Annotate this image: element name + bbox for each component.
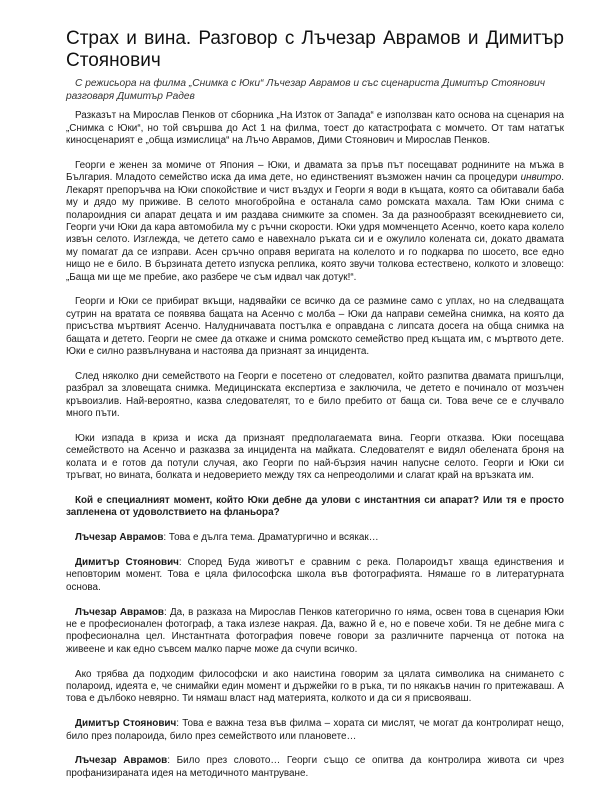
speaker-name: Димитър Стоянович — [75, 718, 177, 730]
answer-text: : Това е важна теза във филма – хората си мислят, че могат да контролират нещо, било през поларoида, било през семейството или плановете… — [66, 718, 564, 742]
paragraph-2 — [66, 160, 564, 284]
article-title: Страх и вина. Разговор с Лъчезар Аврамов и Димитър Стоянович — [66, 28, 564, 71]
speaker-name: Димитър Стоянович — [75, 556, 179, 568]
answer-5 — [66, 718, 564, 743]
speaker-name: Лъчезар Аврамов — [75, 755, 168, 767]
paragraph-5: Юки изпада в криза и иска да признаят предполагаемата вина. Георги отказва. Юки посещава семейството на Асенчо и разказва за инцидента на майката. Следователят е видял обелената броня на колата и е готов да потули случая, ако Георги по най-бързия начин напусне селото. Георги и Юки си тръгват, но вината, болката и недоверието между тях са непреодолими и слагат край на връзката им. — [66, 432, 564, 482]
paragraph-4: След няколко дни семейството на Георги е посетено от следовател, който разпитва двамата пришълци, разбрал за зловещата снимка. Медицинската експертиза е заключила, че детето е починало от мозъчен кръвоизлив. Най-вероятно, казва следователят, то е било пребито от баща си. Това вече се е случвало много пъти. — [66, 370, 564, 420]
answer-6 — [66, 755, 564, 780]
speaker-name: Лъчезар Аврамов — [75, 606, 164, 618]
answer-text: : Това е дълга тема. Драматургично и всякак… — [163, 532, 379, 544]
article — [66, 28, 564, 793]
speaker-name: Лъчезар Аврамов — [75, 532, 164, 544]
answer-3 — [66, 607, 564, 657]
answer-2 — [66, 557, 564, 594]
article-lead: С режисьора на филма „Снимка с Юки“ Лъчезар Аврамов и със сценариста Димитър Стоянович разговаря Димитър Радев — [66, 78, 546, 103]
answer-text: : Било през словото… Георги също се опитва да контролира живота си чрез профанизираната идея на методичното мантруване. — [66, 755, 564, 779]
paragraph-2-part-b: . Лекарят препоръчва на Юки спокойствие и чист въздух и Георги я води в къщата, която са обитавали баба му и дядо му приживе. В селото многобройна е останала само ромската махала. Там Юки снима с поларoидния си апарат децата и им раздава снимките за спомен. За да разнообразят всекидневието си, Георги учи Юки да кара автомобила му с ръчни скорости. Юки удря момченцето Асенчо, което кара колело извън селото. Изглежда, че детето само е навехнало ръката си и е ожулило колената си, докато двамата му помагат да се изправи. Асен сръчно оправя веригата на колелото и го подкарва по шосето, все едно нищо не е било. В бързината детето изпуска реплика, която звучи толкова естествено, колкото и зловещо: „Баща ми ще ме пребие, ако разбере че съм идвал чак дотук!“. — [66, 172, 564, 283]
paragraph-2-emphasis: инвитро — [520, 172, 562, 184]
answer-1 — [66, 532, 564, 544]
answer-text: : Да, в разказа на Мирослав Пенков категорично го няма, освен това в сценария Юки не е професионален фотограф, а така излезе накрая. Да, важно й е, но е повече хоби. Тя не дебне мига с професионална цел. Инстантната фотография повече говори за различните парченца от потока на живеене и как едно съвсем малко парче може да счупи всичко. — [66, 606, 564, 655]
answer-text: : Според Буда животът е сравним с река. Поларoидът хваща единствения и неповторим момент. Това е цяла философска школа във фотографията. Нямаше го в литературната основа. — [66, 556, 564, 593]
question-1: Кой е специалният момент, който Юки дебне да улови с инстантния си апарат? Или тя е просто запленена от удоволствието на фланьора? — [66, 494, 564, 519]
paragraph-3: Георги и Юки се прибират вкъщи, надявайки се всичко да се размине само с уплах, но на следващата сутрин на вратата се появява бащата на Асенчо с молба – Юки да направи семейна снимка, на която да присъства мъртвият Асенчо. Налудничавата постълка е оправдана с липсата досега на обща снимка на бащата и детето. Георги не смее да откаже и снима ромското семейство пред къщата им, с мъртвото дете. Юки е силно развълнувана и настоява да признаят за инцидента. — [66, 296, 564, 358]
paragraph-1: Разказът на Мирослав Пенков от сборника „На Изток от Запада“ е използван като основа на сценария на „Снимка с Юки“, но той свършва до Act 1 на филма, тоест до катастрофата с момчето. От там нататък киносценарият е „обща измислица“ на Лъчо Аврамов, Дими Стоянович и Мирослав Пенков. — [66, 110, 564, 147]
answer-4: Ако трябва да подходим философски и ако наистина говорим за цялата символика на снимането с поларoид, идеята е, че снимайки един момент и държейки го в ръка, ти по някакъв начин го притежаваш. А това е дълбоко невярно. Ти нямаш власт над материята, колкото и да си я присвояваш. — [66, 668, 564, 705]
paragraph-2-part-a: Георги е женен за момиче от Япония – Юки, и двамата за пръв път посещават роднините на мъжа в България. Младото семейство иска да има дете, но единственият възможен начин са процедури — [66, 160, 564, 184]
